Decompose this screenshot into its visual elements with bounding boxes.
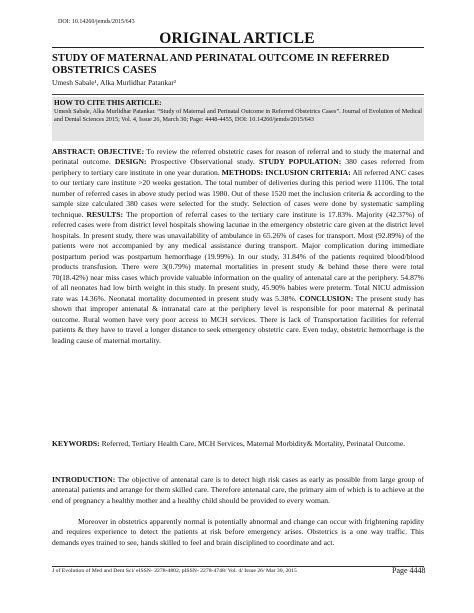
- methods-label: METHODS: INCLUSION CRITERIA:: [221, 167, 351, 177]
- conclusion-text: The present study has shown that improper antenatal & intranatal care at the periphery level is responsible for poor maternal & perinatal outcome. Rural women have very poor access to MCH services. There is lack of Transportation facilities for referral patients & they have to travel a longer distance to seek emergency obstetric care. Even today, obstetric hemorrhage is the leading cause of maternal mortality.: [52, 293, 424, 345]
- citation-heading: HOW TO CITE THIS ARTICLE:: [54, 98, 162, 107]
- citation-text: Umesh Sabale, Alka Murlidhar Patankar. “Study of Maternal and Perinatal Outcome in Referred Obstetrics Cases”. Journal of Evolution of Medical and Dental Sciences 2015; Vol. 4, Issue 26, March 30; Page: 4448-4455, DOI: 10.14260/jemds/2015/643: [54, 108, 422, 124]
- header-rule: [52, 47, 424, 48]
- objective-label: OBJECTIVE:: [97, 147, 145, 156]
- doi-line: DOI: 10.14260/jemds/2015/643: [58, 19, 135, 25]
- abstract-label: ABSTRACT:: [52, 147, 96, 156]
- design-label: DESIGN:: [114, 157, 147, 167]
- population-label: STUDY POPULATION:: [259, 157, 342, 167]
- body-paragraph: Moreover in obstetrics apparently normal is potentially abnormal and change can occur with frightening rapidity and requires experience to detect the patients at risk before emergency arises. Obstetrics is a one way traffic. This demands eyes trained to see, hands skilled to feel and brain disciplined to coordinate and act.: [52, 517, 424, 547]
- page-number: Page 4448: [392, 566, 426, 575]
- methods-text: All referred ANC cases to our tertiary care institute >20 weeks gestation. The total number of deliveries during this period were 11106. The total number of referred cases in above study period was 1980. Out of these 1520 met the inclusion criteria & according to the sample size calculated 380 cases were selected for the study. Selection of cases were done by systematic sampling technique.: [52, 167, 424, 219]
- keywords: [52, 439, 424, 449]
- paper-title: STUDY OF MATERNAL AND PERINATAL OUTCOME IN REFERRED OBSTETRICS CASES: [52, 53, 390, 76]
- population-text: 380 cases referred from periphery to tertiary care institute in one year duration.: [52, 157, 425, 177]
- author-list: Umesh Sabale¹, Alka Murlidhar Patankar²: [52, 78, 177, 87]
- introduction: [52, 475, 424, 506]
- conclusion-label: CONCLUSION:: [299, 293, 354, 303]
- keywords-text: Referred, Tertiary Health Care, MCH Services, Maternal Morbidity& Mortality, Perinatal Outcome.: [99, 439, 406, 448]
- journal-footer: J of Evolution of Med and Dent Sci/ eISSN- 2278-4802, pISSN- 2278-4748/ Vol. 4/ Issue 26/ Mar 30, 2015: [52, 568, 297, 574]
- results-label: RESULTS:: [86, 209, 123, 219]
- design-text: Prospective Observational study.: [146, 157, 260, 167]
- results-text: The proportion of referral cases to the tertiary care institute is 17.83%. Majority (42.37%) of referred cases were from district level hospitals showing lacunae in the emergency obstetric care given at the district level hospitals. In present study, there was unavailability of ambulance in 65.26% of cases for transport. Most (92.89%) of the patients were not accompanied by any medical assistance during transport. Major complication during immediate postpartum period was postpartum hemorrhage (19.99%). In our study, 31.84% of the patients required blood/blood products transfusion. There were 3(0.79%) maternal mortalities in present study & behind these there were total 70(18.42%) near miss cases which provide valuable information on the quality of antenatal care at the periphery. 54.87% of all neonates had low birth weight in this study. In present study, 45.90% babies were preterm. Total NICU admission rate was 14.36%. Neonatal mortality documented in present study was 5.38%.: [52, 209, 424, 303]
- citation-rule: [52, 94, 424, 95]
- introduction-label: INTRODUCTION:: [52, 475, 116, 484]
- objective-text: To review the referred obstetric cases for reason of referral and to study the maternal and perinatal outcome.: [52, 147, 424, 167]
- introduction-text: The objective of antenatal care is to detect high risk cases as early as possible from large group of antenatal patients and arrange for them skilled care. Therefore antenatal care, the primary aim of which is to achieve at the end of pregnancy a healthy mother and a healthy child should be provided to every woman.: [52, 475, 424, 505]
- abstract: [52, 147, 424, 346]
- footer-rule: [52, 566, 424, 567]
- section-title: ORIGINAL ARTICLE: [159, 30, 315, 47]
- keywords-label: KEYWORDS:: [52, 439, 100, 448]
